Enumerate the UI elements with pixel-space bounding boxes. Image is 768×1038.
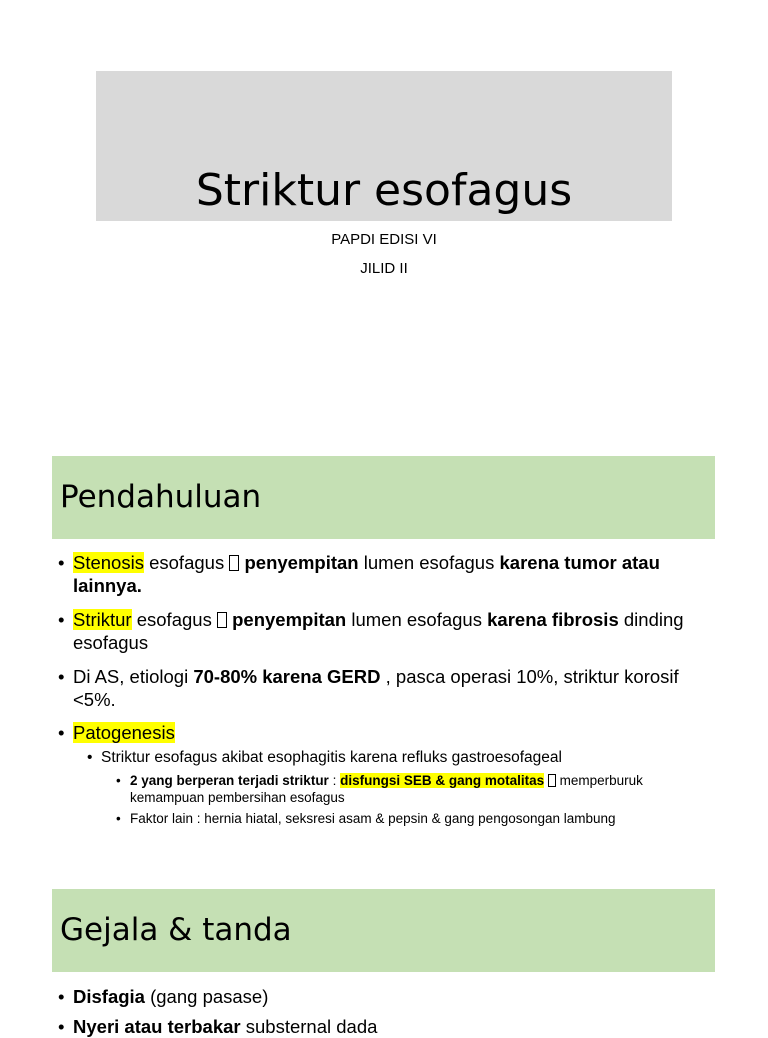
bullet-icon: • — [58, 986, 65, 1007]
sub-bullet-refluks: • Striktur esofagus akibat esophagitis karena refluks gastroesofageal — [87, 749, 562, 766]
bullet-icon: • — [58, 609, 65, 630]
bullet-etiologi: • Di AS, etiologi 70-80% karena GERD , pasca operasi 10%, striktur korosif <5%. — [58, 666, 679, 710]
sub-sub-bullet-peran: • 2 yang berperan terjadi striktur : disfungsi SEB & gang motalitas memperburuk kemampuan pembersihan esofagus — [116, 773, 643, 805]
bullet-striktur: • Striktur esofagus penyempitan lumen esofagus karena fibrosis dinding esofagus — [58, 609, 684, 653]
bullet-icon: • — [58, 552, 65, 573]
slide-title: Striktur esofagus — [195, 165, 573, 216]
subtitle-edition: PAPDI EDISI VI — [331, 231, 437, 248]
highlighted-term: Stenosis — [73, 552, 144, 573]
bullet-nyeri: • Nyeri atau terbakar substernal dada — [58, 1016, 378, 1037]
bullet-icon: • — [87, 749, 93, 766]
bullet-icon: • — [58, 666, 65, 687]
bullet-disfagia: • Disfagia (gang pasase) — [58, 986, 269, 1007]
bullet-patogenesis — [58, 721, 718, 744]
sub-sub-bullet-faktor: • Faktor lain : hernia hiatal, seksresi asam & pepsin & gang pengosongan lambung — [116, 811, 616, 826]
bullet-icon: • — [58, 722, 65, 743]
arrow-placeholder-icon — [217, 612, 227, 628]
arrow-placeholder-icon — [548, 774, 556, 787]
section-title: Gejala & tanda — [60, 912, 292, 948]
bullet-icon: • — [58, 1016, 65, 1037]
highlighted-term: Striktur — [73, 609, 132, 630]
highlighted-term: Patogenesis — [73, 722, 175, 743]
highlighted-term: disfungsi SEB & gang motalitas — [340, 773, 545, 788]
section-header-gejala — [52, 889, 715, 972]
subtitle-volume: JILID II — [360, 260, 408, 277]
bullet-icon: • — [116, 811, 121, 826]
bullet-icon: • — [116, 773, 121, 788]
bullet-stenosis: • Stenosis esofagus penyempitan lumen esofagus karena tumor atau lainnya. — [58, 552, 660, 596]
section-header-pendahuluan — [52, 456, 715, 539]
arrow-placeholder-icon — [229, 555, 239, 571]
section-title: Pendahuluan — [60, 479, 262, 515]
